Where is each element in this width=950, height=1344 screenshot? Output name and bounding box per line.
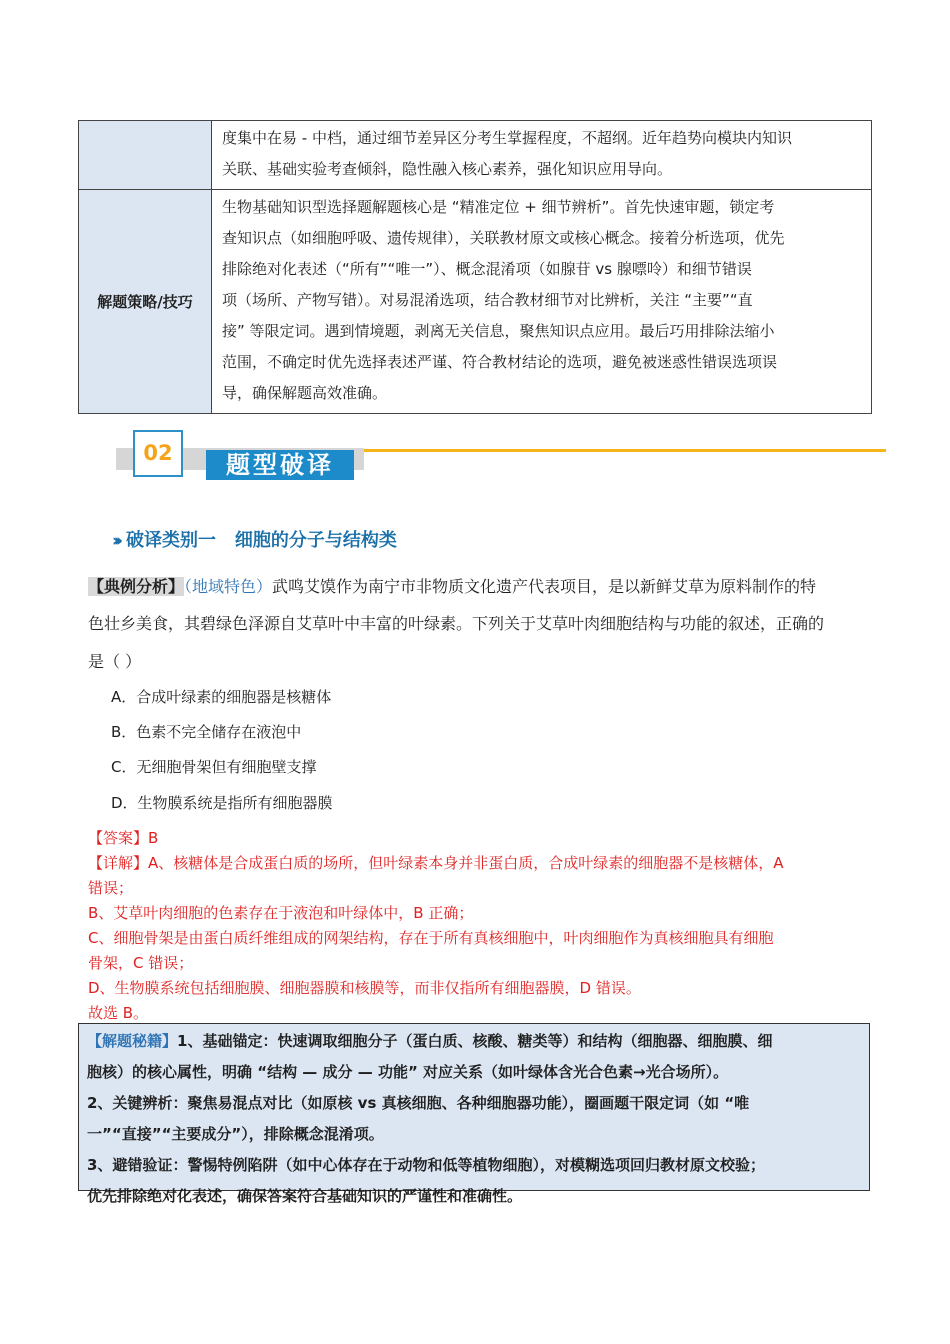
question-line: 色壮乡美食，其碧绿色泽源自艾草叶中丰富的叶绿素。下列关于艾草叶肉细胞结构与功能的叙述，正确的 xyxy=(88,614,825,633)
tips-line: 3、避错验证：警惕特例陷阱（如中心体存在于动物和低等植物细胞），对模糊选项回归教材原文校验； xyxy=(87,1156,765,1174)
detail-line: 骨架，C 错误； xyxy=(88,954,194,972)
category-heading xyxy=(112,526,397,554)
strategy-table xyxy=(78,120,872,414)
row-header: 解题策略/技巧 xyxy=(79,190,212,414)
answer-block xyxy=(88,826,872,1026)
option-d: D．生物膜系统是指所有细胞器膜 xyxy=(111,794,333,812)
question-line xyxy=(88,568,868,605)
row-content xyxy=(212,190,872,414)
detail-line: C、细胞骨架是由蛋白质纤维组成的网架结构，存在于所有真核细胞中，叶肉细胞作为真核细胞具有细胞 xyxy=(88,929,774,947)
content-line: 生物基础知识型选择题解题核心是 “精准定位 + 细节辨析”。首先快速审题，锁定考 xyxy=(222,198,775,216)
tips-line: 优先排除绝对化表述，确保答案符合基础知识的严谨性和准确性。 xyxy=(87,1187,523,1205)
content-line: 关联、基础实验考查倾斜，隐性融入核心素养，强化知识应用导向。 xyxy=(222,160,673,178)
tips-line: 2、关键辨析：聚焦易混点对比（如原核 vs 真核细胞、各种细胞器功能），圈画题干限定词（如 “唯 xyxy=(87,1094,750,1112)
detail-line: 错误； xyxy=(88,879,134,897)
category-title: 破译类别一 细胞的分子与结构类 xyxy=(126,530,397,551)
tips-line xyxy=(87,1026,859,1057)
content-line: 查知识点（如细胞呼吸、遗传规律），关联教材原文或核心概念。接着分析选项，优先 xyxy=(222,229,785,247)
option-a: A．合成叶绿素的细胞器是核糖体 xyxy=(111,688,332,706)
section-title: 题型破译 xyxy=(206,450,354,480)
chevron-right-icon: ››› xyxy=(112,531,119,551)
question-line: 是（ ） xyxy=(88,652,142,671)
table-row xyxy=(79,121,872,190)
option-c: C．无细胞骨架但有细胞壁支撑 xyxy=(111,758,317,776)
feature-tag: （地域特色） xyxy=(184,577,273,596)
content-line: 范围，不确定时优先选择表述严谨、符合教材结论的选项，避免被迷惑性错误选项误 xyxy=(222,353,778,371)
content-line: 度集中在易 - 中档，通过细节差异区分考生掌握程度，不超纲。近年趋势向模块内知识 xyxy=(222,129,792,147)
detail-line: 故选 B。 xyxy=(88,1004,149,1022)
section-banner xyxy=(100,428,890,484)
tips-line: 胞核）的核心属性，明确 “结构 — 成分 — 功能” 对应关系（如叶绿体含光合色素→光合场所）。 xyxy=(87,1063,729,1081)
content-line: 排除绝对化表述（“所有”“唯一”）、概念混淆项（如腺苷 vs 腺嘌呤）和细节错误 xyxy=(222,260,752,278)
detail-line: B、艾草叶肉细胞的色素存在于液泡和叶绿体中，B 正确； xyxy=(88,904,474,922)
tips-label: 【解题秘籍】 xyxy=(87,1032,178,1050)
example-tag: 【典例分析】 xyxy=(88,577,185,596)
section-number: 02 xyxy=(133,430,183,477)
content-line: 项（场所、产物写错）。对易混淆选项，结合教材细节对比辨析，关注 “主要”“直 xyxy=(222,291,753,309)
row-content xyxy=(212,121,872,190)
tips-line: 一”“直接”“主要成分”），排除概念混淆项。 xyxy=(87,1125,384,1143)
answer-line: 【答案】B xyxy=(88,829,159,847)
tips-text: 1、基础锚定：快速调取细胞分子（蛋白质、核酸、糖类等）和结构（细胞器、细胞膜、细 xyxy=(177,1032,773,1050)
question-text: 武鸣艾馍作为南宁市非物质文化遗产代表项目，是以新鲜艾草为原料制作的特 xyxy=(272,577,817,596)
tips-box xyxy=(78,1023,870,1205)
content-line: 导，确保解题高效准确。 xyxy=(222,384,388,402)
option-b: B．色素不完全储存在液泡中 xyxy=(111,723,302,741)
row-header xyxy=(79,121,212,190)
detail-line: 【详解】A、核糖体是合成蛋白质的场所，但叶绿素本身并非蛋白质，合成叶绿素的细胞器不是核糖体，A xyxy=(88,854,784,872)
table-row xyxy=(79,190,872,414)
content-line: 接” 等限定词。遇到情境题，剥离无关信息，聚焦知识点应用。最后巧用排除法缩小 xyxy=(222,322,775,340)
detail-line: D、生物膜系统包括细胞膜、细胞器膜和核膜等，而非仅指所有细胞器膜，D 错误。 xyxy=(88,979,641,997)
